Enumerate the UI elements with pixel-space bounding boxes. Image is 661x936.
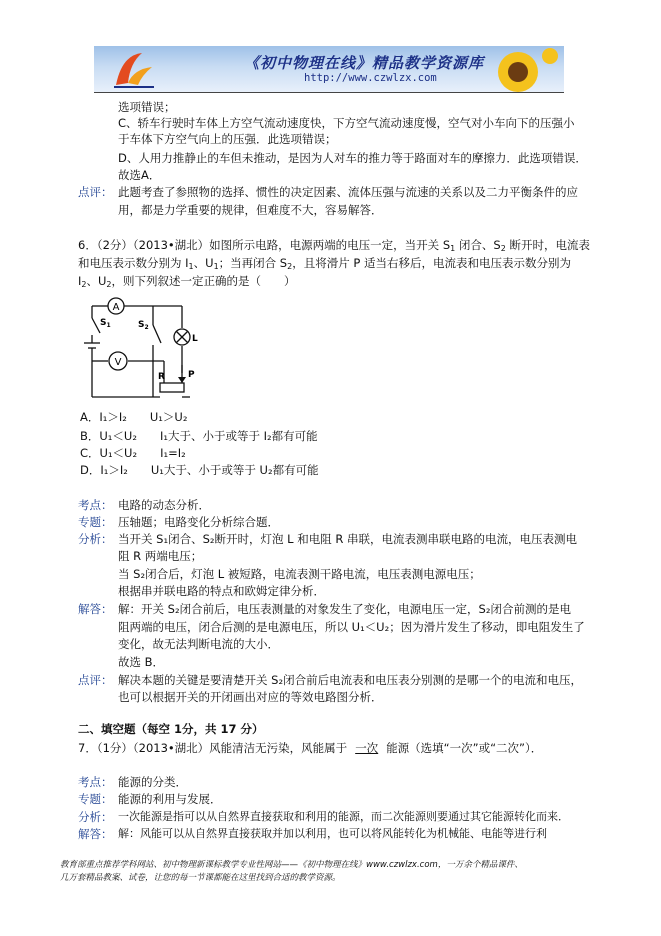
q6-option-c: C．U₁＜U₂ I₁=I₂ — [80, 446, 186, 460]
q7-line: 7．（1分）（2013•湖北）风能清洁无污染，风能属于 一次 能源（选填“一次”或“二次”）． — [78, 741, 543, 755]
footer-line-1: 教育部重点推荐学科网站、初中物理新课标教学专业性网站——《初中物理在线》www.czwlzx.com，一万余个精品课件、 — [60, 860, 523, 870]
q6-fx-label: 分析： — [78, 532, 113, 546]
q6-option-d: D．I₁＞I₂ U₁大于、小于或等于 U₂都有可能 — [80, 463, 319, 477]
q7-zt: 能源的利用与发展． — [118, 792, 222, 806]
prev-comment-label: 点评： — [78, 185, 113, 199]
header-title: 《初中物理在线》精品教学资源库 — [244, 54, 485, 72]
footer-line-2: 几万套精品教案、试卷，让您的每一节课都能在这里找到合适的教学资源。 — [60, 873, 341, 883]
prev-line-1: 选项错误； — [118, 100, 176, 114]
q6-fx-1: 当开关 S₁闭合、S₂断开时，灯泡 L 和电阻 R 串联，电流表测串联电路的电流，电压表测电 — [118, 532, 577, 546]
lamp-label: L — [192, 334, 198, 344]
q6-fx-3: 当 S₂闭合后，灯泡 L 被短路，电流表测干路电流，电压表测电源电压； — [118, 567, 481, 581]
q6-jd-2: 阻两端的电压，闭合后测的是电源电压，所以 U₁＜U₂；因为滑片发生了移动，即电阻发生了 — [118, 620, 585, 634]
q6-fx-2: 阻 R 两端电压； — [118, 549, 203, 563]
q6-jd-label: 解答： — [78, 602, 113, 616]
voltmeter-label: V — [114, 357, 122, 368]
q6-line-2: 和电压表示数分别为 $I_1$、$U_1$；当再闭合 $S_2$，且将滑片 P 适当右移后，电流表和电压表示数分别为 — [78, 256, 571, 271]
q7-zt-label: 专题： — [78, 792, 113, 806]
slider-arrow-icon — [178, 377, 186, 383]
q7-answer: 一次 — [355, 741, 379, 755]
circuit-diagram — [78, 295, 208, 403]
header-banner — [94, 46, 564, 93]
prev-line-3: 于车体下方空气向上的压强．此选项错误； — [118, 132, 337, 146]
q6-line-3: $I_2$、$U_2$，则下列叙述一定正确的是（ ） — [78, 274, 296, 289]
q6-kd: 电路的动态分析． — [118, 498, 210, 512]
q7-kd-label: 考点： — [78, 775, 113, 789]
q7-fx: 一次能源是指可以从自然界直接获取和利用的能源，而二次能源则要通过其它能源转化而来． — [118, 810, 569, 823]
q6-jd-4: 故选 B． — [118, 655, 165, 669]
q6-option-b: B．U₁＜U₂ I₁大于、小于或等于 I₂都有可能 — [80, 429, 318, 443]
q6-zt: 压轴题；电路变化分析综合题． — [118, 515, 279, 529]
prev-comment-1: 此题考查了参照物的选择、惯性的决定因素、流体压强与流速的关系以及二力平衡条件的应 — [118, 185, 578, 199]
q7-kd: 能源的分类． — [118, 775, 187, 789]
q7-fx-label: 分析： — [78, 810, 113, 824]
header-url[interactable]: http://www.czwlzx.com — [304, 72, 437, 84]
prev-line-2: C、轿车行驶时车体上方空气流动速度快，下方空气流动速度慢，空气对小车向下的压强小 — [118, 116, 575, 130]
prev-line-5: 故选A． — [118, 168, 161, 182]
q6-kd-label: 考点： — [78, 498, 113, 512]
q6-jd-3: 变化，故无法判断电流的大小． — [118, 637, 279, 651]
q6-dp-1: 解决本题的关键是要清楚开关 S₂闭合前后电流表和电压表分别测的是哪一个的电流和电压， — [118, 673, 583, 687]
q6-option-a: A．I₁＞I₂ U₁＞U₂ — [80, 410, 188, 424]
q6-jd-1: 解：开关 S₂闭合前后，电压表测量的对象发生了变化，电源电压一定，S₂闭合前测的是电 — [118, 602, 571, 616]
resistor-label: R — [158, 372, 165, 382]
ammeter-label: A — [112, 302, 120, 313]
q6-dp-label: 点评： — [78, 673, 113, 687]
q7-jd-label: 解答： — [78, 827, 113, 841]
sunflower-icon — [478, 46, 558, 92]
q6-line-1: 6．（2分）（2013•湖北）如图所示电路，电源两端的电压一定，当开关 $S_1$ 闭合、$S_2$ 断开时，电流表 — [78, 238, 590, 253]
q7-jd: 解：风能可以从自然界直接获取并加以利用，也可以将风能转化为机械能、电能等进行利 — [118, 827, 547, 840]
slider-label: P — [188, 370, 195, 380]
prev-comment-2: 用，都是力学重要的规律，但难度不大，容易解答． — [118, 203, 383, 217]
site-logo-icon — [112, 49, 156, 89]
q6-fx-4: 根据串并联电路的特点和欧姆定律分析． — [118, 584, 325, 598]
prev-line-4: D、人用力推静止的车但未推动，是因为人对车的推力等于路面对车的摩擦力．此选项错误． — [118, 151, 587, 165]
q6-zt-label: 专题： — [78, 515, 113, 529]
switch-s2-label: $S_2$ — [138, 320, 149, 331]
switch-s1-label: $S_1$ — [100, 318, 111, 329]
section-2-heading: 二、填空题（每空 1分，共 17 分） — [78, 722, 264, 736]
q6-dp-2: 也可以根据开关的开闭画出对应的等效电路图分析． — [118, 690, 383, 704]
